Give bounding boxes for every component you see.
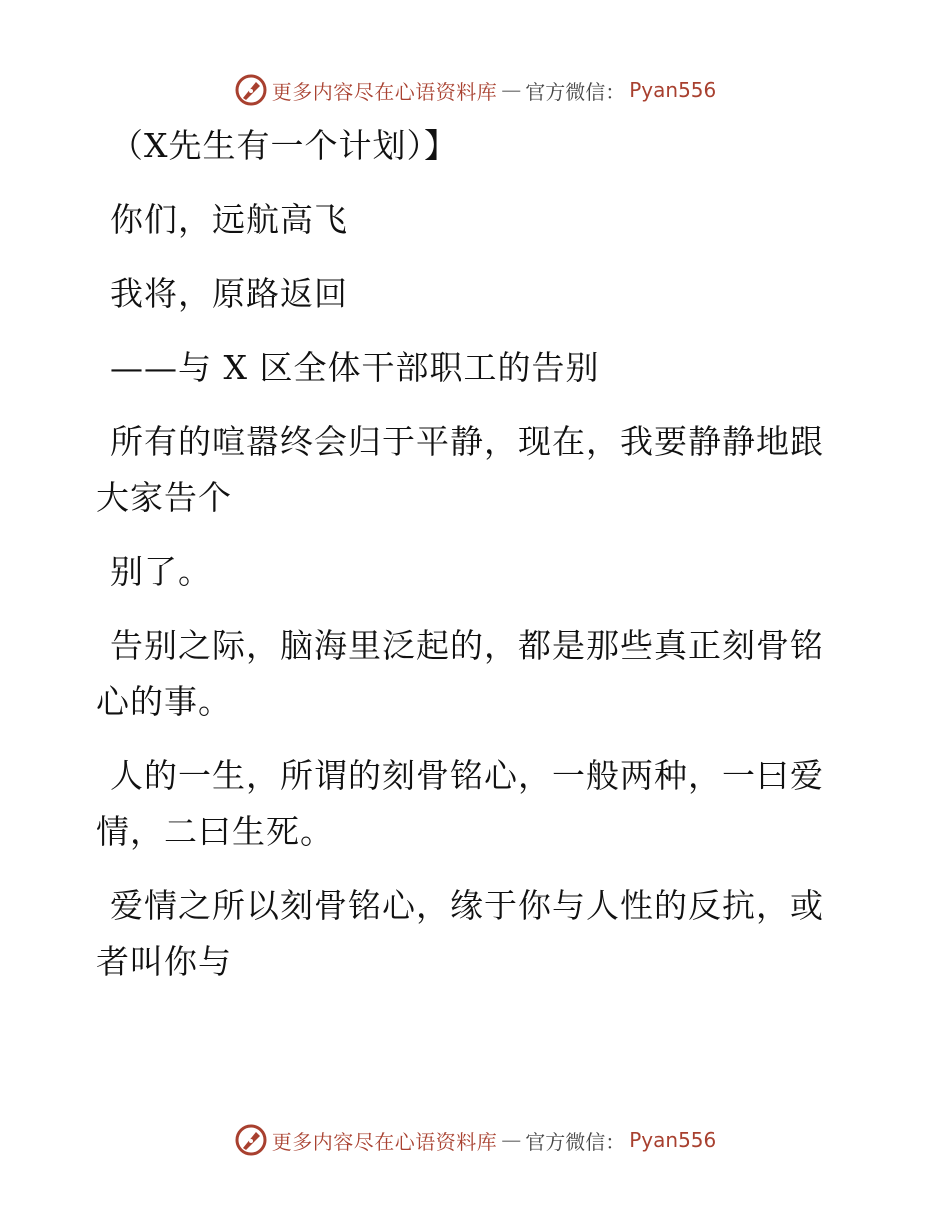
page-footer-banner — [0, 1120, 950, 1160]
paragraph: 我将，原路返回 — [110, 274, 348, 313]
banner-text: 更多内容尽在心语资料库 — [271, 79, 498, 104]
paragraph: 所有的喧嚣终会归于平静，现在，我要静静地跟大家告个 — [96, 422, 824, 517]
paragraph: 别了。 — [110, 552, 212, 591]
paragraph: 人的一生，所谓的刻骨铭心，一般两种，一曰爱情，二曰生死。 — [96, 756, 824, 851]
banner-text: 更多内容尽在心语资料库 — [271, 1129, 498, 1154]
wechat-id: Pyan556 — [629, 1128, 717, 1152]
paragraph: 爱情之所以刻骨铭心，缘于你与人性的反抗，或者叫你与 — [96, 886, 824, 981]
banner-dash: — — [501, 78, 522, 102]
paragraph: ——与 X 区全体干部职工的告别 — [110, 348, 600, 387]
wechat-label: 官方微信： — [525, 79, 626, 104]
page-header-banner — [0, 70, 950, 110]
document-body — [96, 118, 836, 1008]
pen-nib-logo-icon — [234, 1123, 268, 1157]
paragraph: 告别之际，脑海里泛起的，都是那些真正刻骨铭心的事。 — [96, 626, 824, 721]
paragraph: （X先生有一个计划）】 — [110, 126, 458, 165]
paragraph: 你们，远航高飞 — [110, 200, 348, 239]
wechat-id: Pyan556 — [629, 78, 717, 102]
wechat-label: 官方微信： — [525, 1129, 626, 1154]
banner-dash: — — [501, 1128, 522, 1152]
pen-nib-logo-icon — [234, 73, 268, 107]
